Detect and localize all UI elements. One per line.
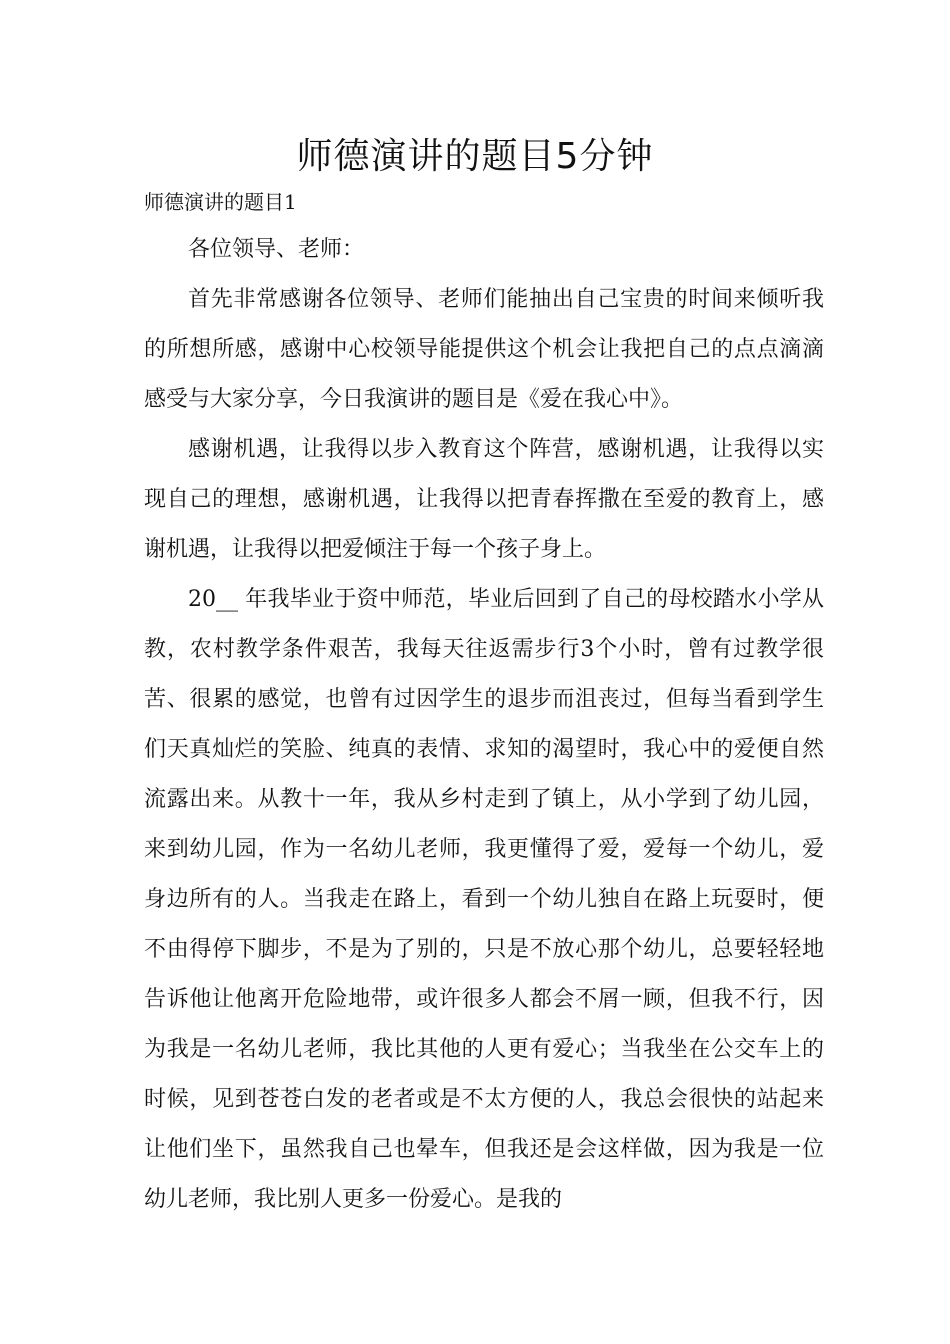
document-body	[144, 225, 824, 1225]
document-title: 师德演讲的题目5分钟	[296, 136, 654, 177]
paragraph-greeting: 各位领导、老师：	[188, 237, 365, 262]
paragraph-intro: 首先非常感谢各位领导、老师们能抽出自己宝贵的时间来倾听我的所想所感，感谢中心校领导能提供这个机会让我把自己的点点滴滴感受与大家分享，今日我演讲的题目是《爱在我心中》。	[144, 287, 824, 412]
paragraph-story: 20__ 年我毕业于资中师范，毕业后回到了自己的母校踏水小学从教，农村教学条件艰苦，我每天往返需步行3个小时，曾有过教学很苦、很累的感觉，也曾有过因学生的退步而沮丧过，但每当看到学生们天真灿烂的笑脸、纯真的表情、求知的渴望时，我心中的爱便自然流露出来。从教十一年，我从乡村走到了镇上，从小学到了幼儿园，来到幼儿园，作为一名幼儿老师，我更懂得了爱，爱每一个幼儿，爱身边所有的人。当我走在路上，看到一个幼儿独自在路上玩耍时，便不由得停下脚步，不是为了别的，只是不放心那个幼儿，总要轻轻地告诉他让他离开危险地带，或许很多人都会不屑一顾，但我不行，因为我是一名幼儿老师，我比其他的人更有爱心；当我坐在公交车上的时候，见到苍苍白发的老者或是不太方便的人，我总会很快的站起来让他们坐下，虽然我自己也晕车，但我还是会这样做，因为我是一位幼儿老师，我比别人更多一份爱心。是我的	[144, 587, 824, 1212]
section-heading: 师德演讲的题目1	[144, 190, 297, 214]
paragraph-gratitude: 感谢机遇，让我得以步入教育这个阵营，感谢机遇，让我得以实现自己的理想，感谢机遇，让我得以把青春挥撒在至爱的教育上，感谢机遇，让我得以把爱倾注于每一个孩子身上。	[144, 437, 824, 562]
